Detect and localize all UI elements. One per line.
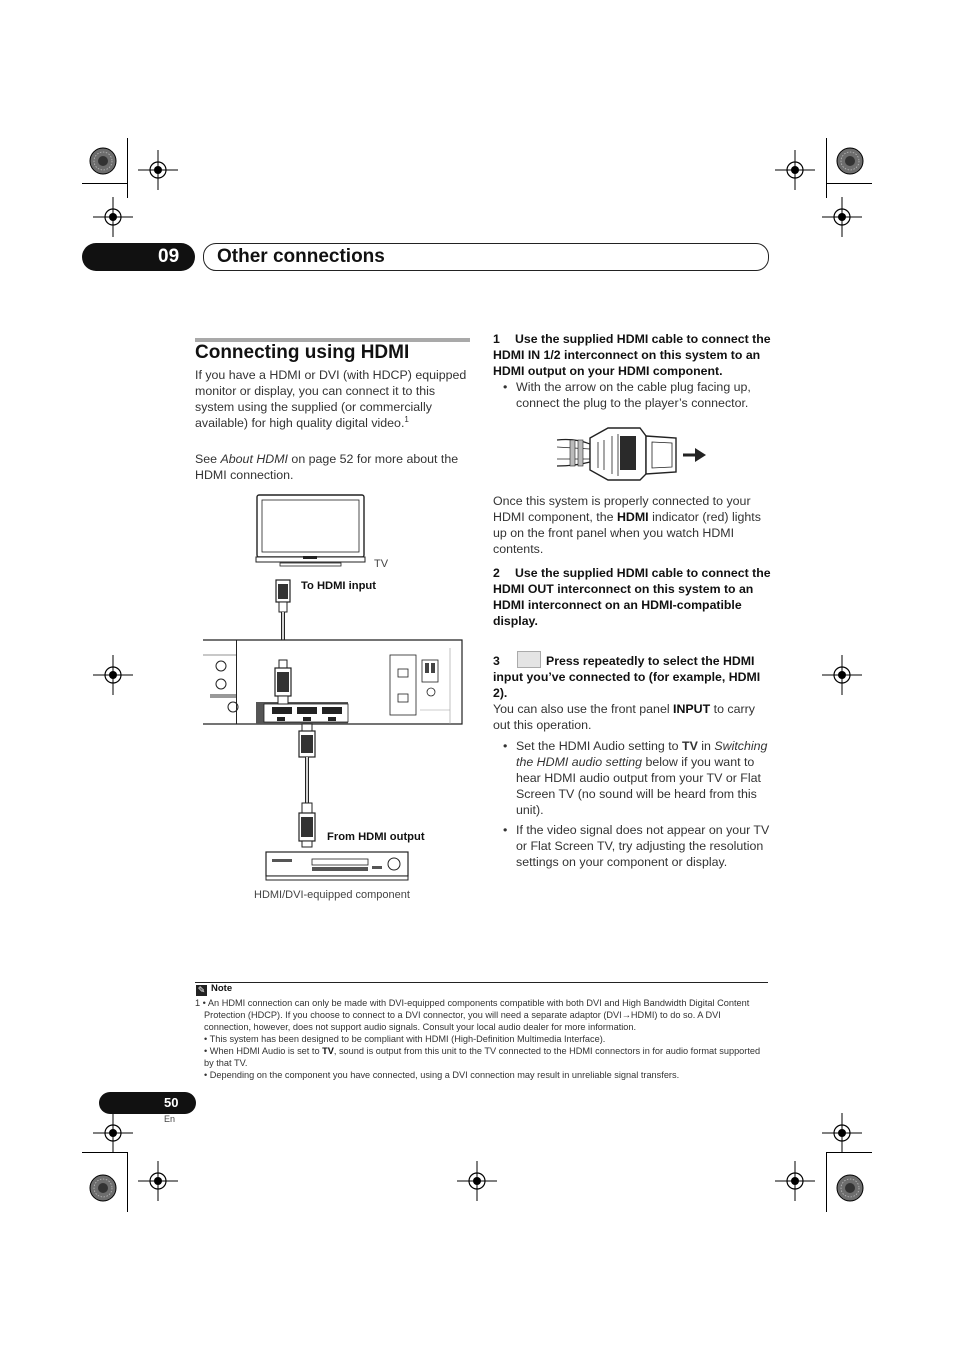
step-2-number: 2 <box>493 566 500 580</box>
note-line-2: • This system has been designed to be compliant with HDMI (High-Definition Multimedia Interface). <box>204 1034 606 1044</box>
step-3-number: 3 <box>493 654 500 668</box>
page-number: 50 <box>164 1095 179 1110</box>
indicator-hdmi: HDMI <box>616 510 649 524</box>
indicator-text-2: indicator (red) lights up on the front panel when you watch HDMI contents. <box>493 510 761 556</box>
step-3-sub-1: You can also use the front panel <box>493 702 674 716</box>
step-2 <box>493 565 771 629</box>
chapter-title: Other connections <box>217 246 385 267</box>
hdmi-audio-bullet <box>503 738 771 818</box>
note-line-3-tv: TV <box>322 1046 334 1056</box>
note-pencil-icon: ✎ <box>197 985 206 995</box>
note-title: Note <box>211 983 233 994</box>
intro-text: If you have a HDMI or DVI (with HDCP) equipped monitor or display, you can connect it to this system using the supplied (or commercially available) for high quality digital video. <box>195 368 467 430</box>
page-language: En <box>164 1114 176 1124</box>
connection-indicator-paragraph <box>493 493 771 557</box>
bullet-2-text-2: in <box>697 739 715 753</box>
step-3-input: INPUT <box>673 702 711 716</box>
bullet-3-text: If the video signal does not appear on your TV or Flat Screen TV, try adjusting the resolution settings on your component or display. <box>516 823 770 869</box>
note-line-3-a: • When HDMI Audio is set to <box>204 1046 323 1056</box>
note-line-3-b: , sound is output from this unit to the TV connected to the HDMI connectors in for audio format supported by that TV. <box>204 1046 761 1068</box>
bullet-2-tv: TV <box>682 739 698 753</box>
intro-footnote-ref: 1 <box>404 415 409 424</box>
step-1-bullet-text: With the arrow on the cable plug facing up, connect the plug to the player’s connector. <box>516 380 751 410</box>
indicator-text-1: Once this system is properly connected to your HDMI component, the <box>493 494 751 524</box>
note-rule <box>195 982 768 983</box>
to-hdmi-input-label: To HDMI input <box>301 580 376 592</box>
see-reference: About HDMI <box>220 452 288 466</box>
section-title: Connecting using HDMI <box>195 342 410 363</box>
step-1-text: Use the supplied HDMI cable to connect the HDMI IN 1/2 interconnect on this system to an HDMI output on your HDMI component. <box>493 332 771 378</box>
note-line-4: • Depending on the component you have connected, using a DVI connection may result in unreliable signal transfers. <box>204 1070 680 1080</box>
bullet-2-reference: Switching the HDMI audio setting <box>516 739 768 769</box>
bullet-2-text-3: below if you want to hear HDMI audio output from your TV or Flat Screen TV (no sound will be heard from this unit). <box>516 755 761 817</box>
component-label: HDMI/DVI-equipped component <box>254 889 410 901</box>
from-hdmi-output-label: From HDMI output <box>327 831 425 843</box>
note-body <box>195 997 767 1081</box>
bullet-dot: • <box>503 823 508 837</box>
step-2-text: Use the supplied HDMI cable to connect the HDMI OUT interconnect on this system to an HDMI interconnect on an HDMI-compatible display. <box>493 566 771 628</box>
bullet-dot: • <box>503 380 508 394</box>
step-1-number: 1 <box>493 332 500 346</box>
chapter-number: 09 <box>158 246 180 267</box>
see-suffix: on page 52 for more about the HDMI connection. <box>195 452 459 482</box>
step-3-sub-2: to carry out this operation. <box>493 702 755 732</box>
note-line-1: 1 • An HDMI connection can only be made with DVI-equipped components compatible with both DVI and High Bandwidth Digital Content Protection (HDCP). If you choose to connect to a DVI connector, you will need a separate adaptor (DVI→HDMI) to do so. A DVI connection, however, does not support audio signals. Consult your local audio dealer for more information. <box>195 998 750 1032</box>
step-3-text: Press repeatedly to select the HDMI input you’ve connected to (for example, HDMI 2). <box>493 654 761 700</box>
video-signal-bullet <box>503 822 771 870</box>
bullet-dot: • <box>503 739 508 753</box>
step-3-subtext <box>493 701 771 733</box>
page-number-badge <box>99 1092 196 1114</box>
note-line-3 <box>195 1045 767 1069</box>
bullet-2-text-1: Set the HDMI Audio setting to <box>516 739 682 753</box>
tv-label: TV <box>374 558 389 570</box>
see-prefix: See <box>195 452 221 466</box>
